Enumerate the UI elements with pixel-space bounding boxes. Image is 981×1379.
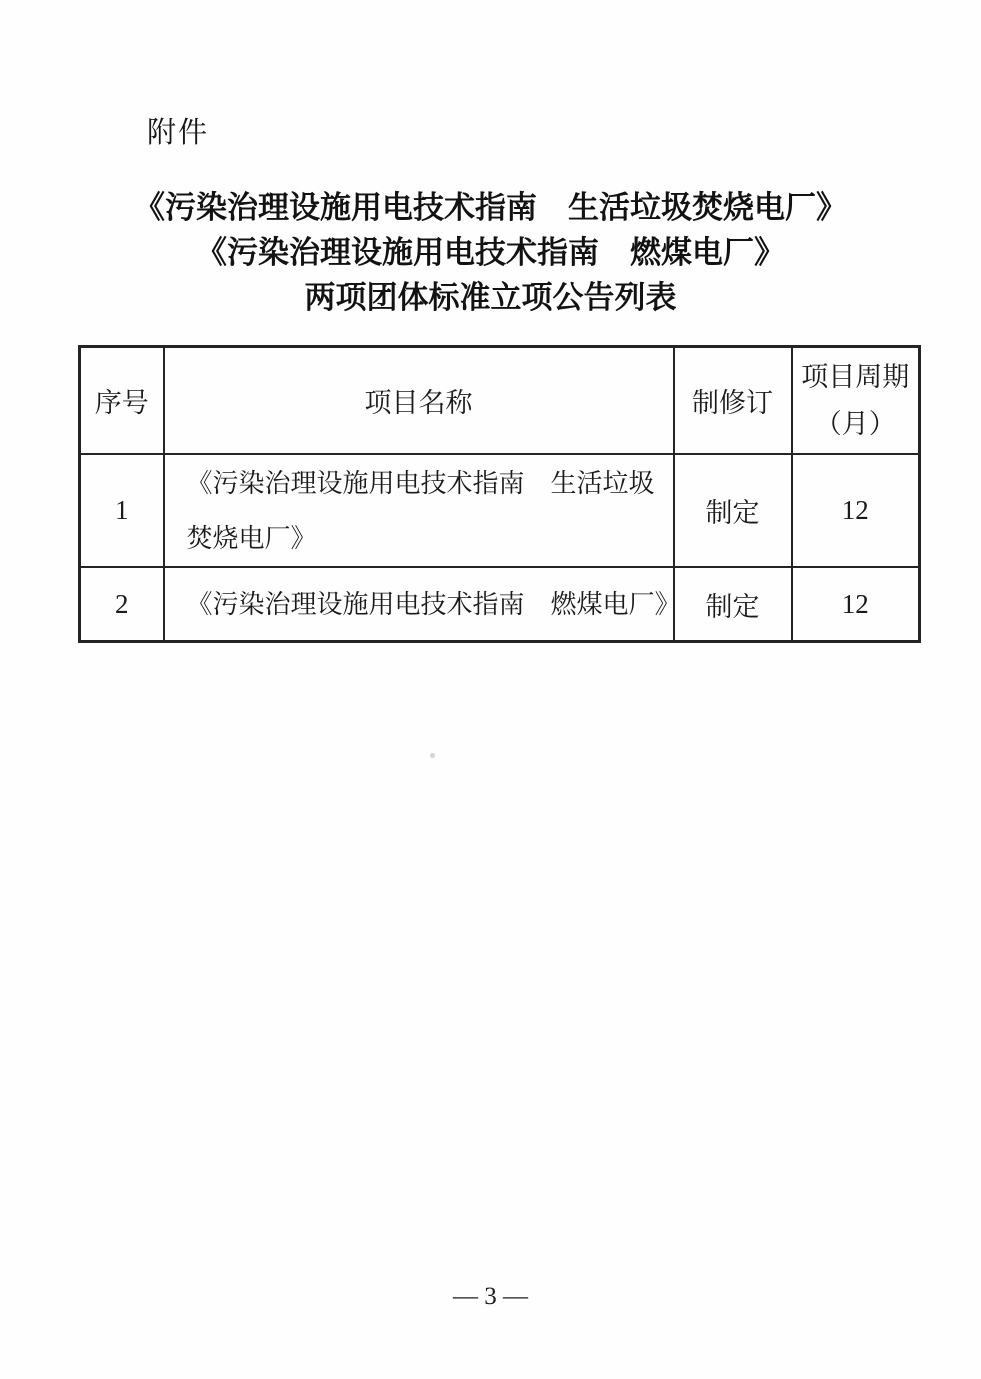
standards-table xyxy=(78,345,921,643)
table-header-row xyxy=(80,347,920,455)
header-revision: 制修订 xyxy=(674,347,792,455)
attachment-label: 附件 xyxy=(147,117,210,149)
cell-revision: 制定 xyxy=(674,567,792,642)
cell-revision: 制定 xyxy=(674,454,792,567)
cell-cycle: 12 xyxy=(792,567,920,642)
document-title xyxy=(0,186,981,321)
cell-name: 《污染治理设施用电技术指南 生活垃圾焚烧电厂》 xyxy=(164,454,674,567)
header-index: 序号 xyxy=(80,347,164,455)
table-row xyxy=(80,567,920,642)
title-line-1: 《污染治理设施用电技术指南 生活垃圾焚烧电厂》 xyxy=(134,190,847,226)
title-line-2: 《污染治理设施用电技术指南 燃煤电厂》 xyxy=(196,235,785,271)
page-number: — 3 — xyxy=(453,1283,528,1310)
cell-index: 1 xyxy=(80,454,164,567)
cell-cycle: 12 xyxy=(792,454,920,567)
scan-speck xyxy=(430,753,435,758)
header-cycle: 项目周期（月） xyxy=(792,347,920,455)
cell-name: 《污染治理设施用电技术指南 燃煤电厂》 xyxy=(164,567,674,642)
table-row xyxy=(80,454,920,567)
cell-index: 2 xyxy=(80,567,164,642)
title-line-3: 两项团体标准立项公告列表 xyxy=(304,280,677,316)
header-name: 项目名称 xyxy=(164,347,674,455)
